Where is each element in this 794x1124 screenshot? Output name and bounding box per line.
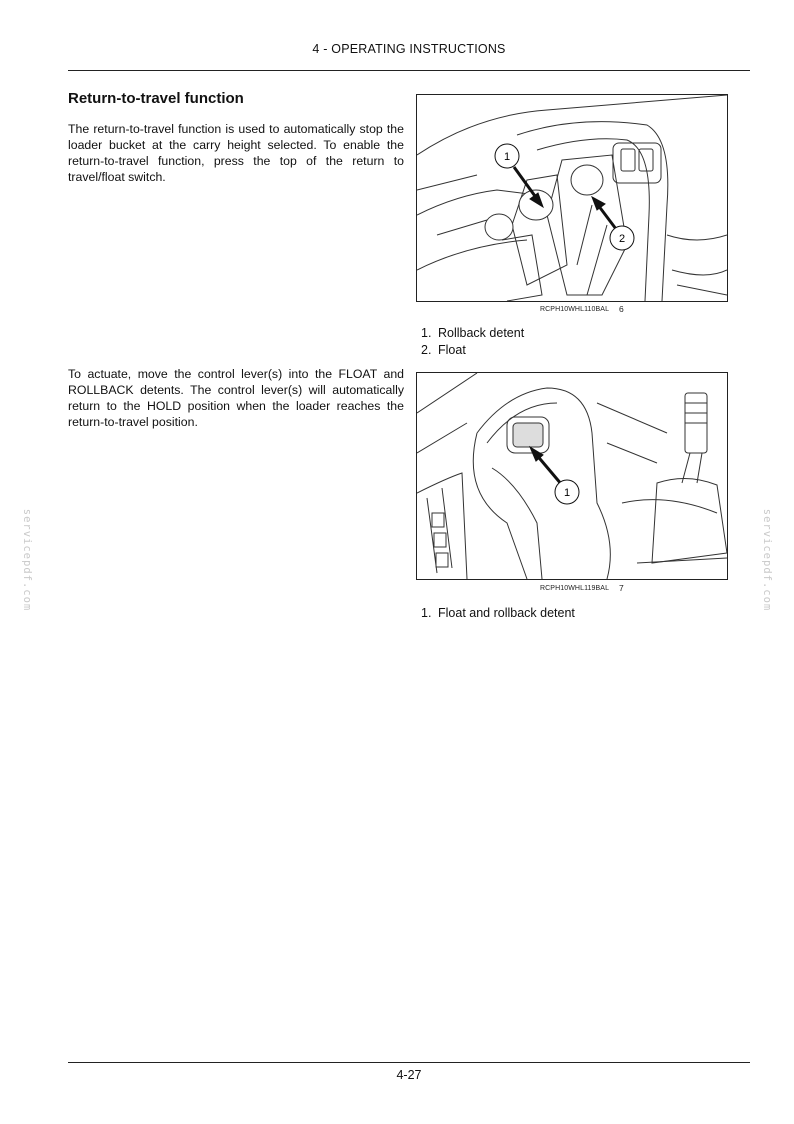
figure-6-callout-1: 1	[503, 151, 511, 163]
legend-item: 1. Float and rollback detent	[421, 606, 575, 620]
running-header: 4 - OPERATING INSTRUCTIONS	[312, 42, 506, 56]
section-title: Return-to-travel function	[68, 90, 244, 107]
watermark-right: servicepdf.com	[761, 508, 773, 612]
figure-7-legend	[421, 605, 575, 622]
paragraph-return-to-travel: The return-to-travel function is used to automatically stop the loader bucket at the carry height selected. To enable the return-to-travel function, press the top of the return to travel/float switch.	[68, 122, 404, 184]
watermark-left: servicepdf.com	[21, 508, 33, 612]
figure-6-code: RCPH10WHL110BAL	[540, 306, 610, 313]
figure-7-code: RCPH10WHL119BAL	[540, 585, 610, 592]
legend-item: 1. Rollback detent	[421, 326, 525, 340]
figure-7-control-lever	[416, 372, 728, 580]
figure-7-number: 7	[619, 583, 624, 593]
figure-6-legend	[421, 325, 524, 359]
legend-item: 2. Float	[421, 343, 466, 357]
figure-7-callout-1: 1	[563, 487, 571, 499]
footer-rule	[68, 1062, 750, 1063]
figure-6-switch-panel	[416, 94, 728, 302]
paragraph-actuate: To actuate, move the control lever(s) into the FLOAT and ROLLBACK detents. The control lever(s) will automatically return to the HOLD position when the loader reaches the return-to-travel position.	[68, 367, 404, 429]
figure-6-number: 6	[619, 304, 624, 314]
figure-6-callout-2: 2	[618, 233, 626, 245]
figure-7-illustration	[417, 373, 727, 579]
header-rule	[68, 70, 750, 71]
figure-6-illustration	[417, 95, 727, 301]
page-number: 4-27	[396, 1068, 422, 1082]
